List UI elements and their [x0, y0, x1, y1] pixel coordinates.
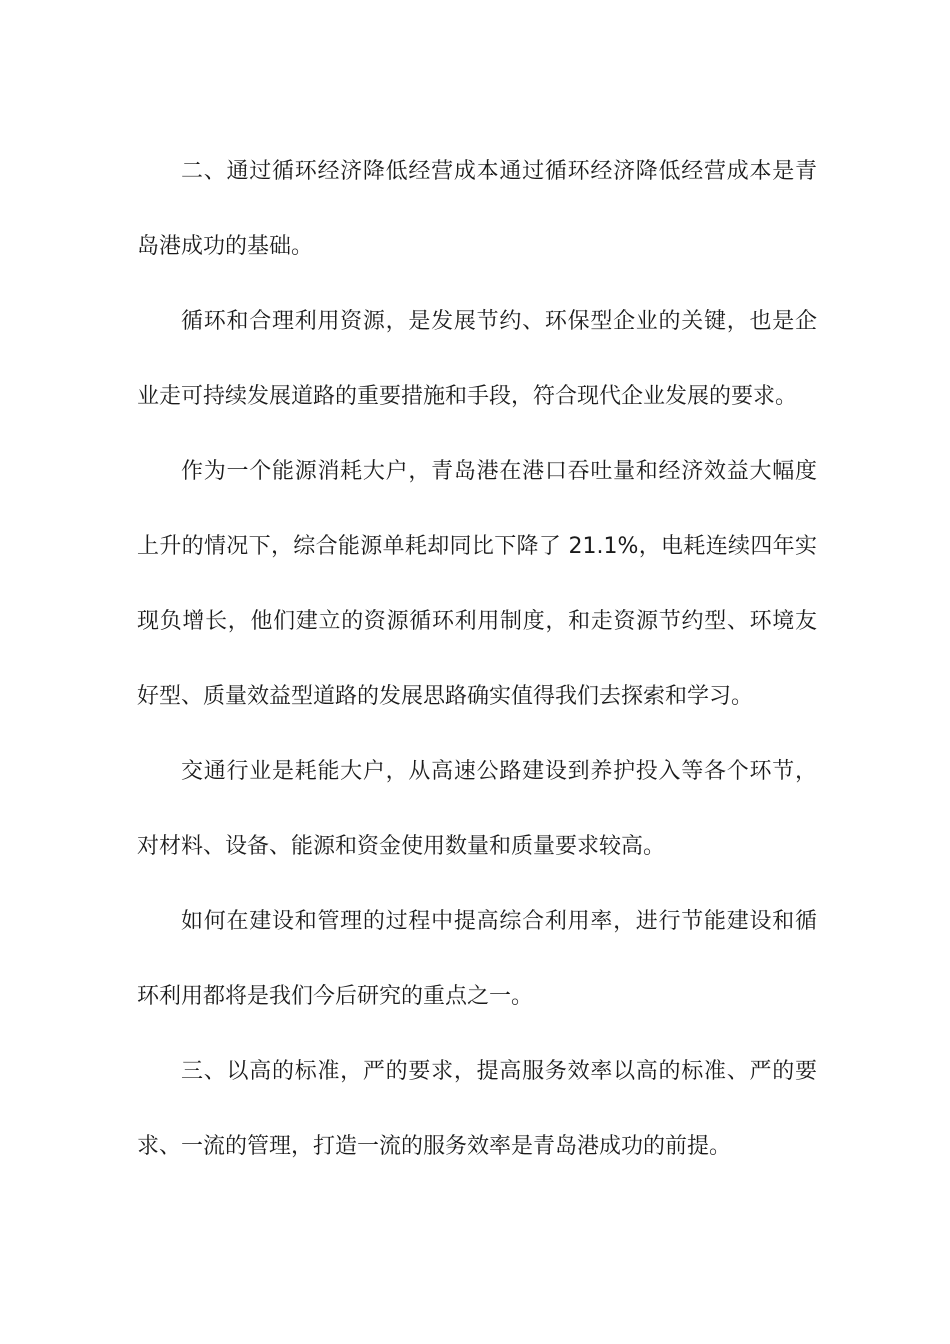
paragraph-transport-industry: 交通行业是耗能大户，从高速公路建设到养护投入等各个环节，对材料、设备、能源和资金使用数量和质量要求较高。: [137, 759, 817, 859]
paragraph-utilization-rate: 如何在建设和管理的过程中提高综合利用率，进行节能建设和循环利用都将是我们今后研究的重点之一。: [137, 909, 817, 1009]
paragraph-section-three-heading: 三、以高的标准，严的要求，提高服务效率以高的标准、严的要求、一流的管理，打造一流的服务效率是青岛港成功的前提。: [137, 1059, 817, 1159]
paragraph-energy-consumption: 作为一个能源消耗大户，青岛港在港口吞吐量和经济效益大幅度上升的情况下，综合能源单耗却同比下降了 21.1%，电耗连续四年实现负增长，他们建立的资源循环利用制度，和走资源节约型、环境友好型、质量效益型道路的发展思路确实值得我们去探索和学习。: [137, 459, 817, 709]
paragraph-section-two-heading: 二、通过循环经济降低经营成本通过循环经济降低经营成本是青岛港成功的基础。: [137, 159, 817, 259]
paragraph-resource-recycling: 循环和合理利用资源，是发展节约、环保型企业的关键，也是企业走可持续发展道路的重要措施和手段，符合现代企业发展的要求。: [137, 309, 817, 409]
document-body: [137, 134, 817, 1184]
